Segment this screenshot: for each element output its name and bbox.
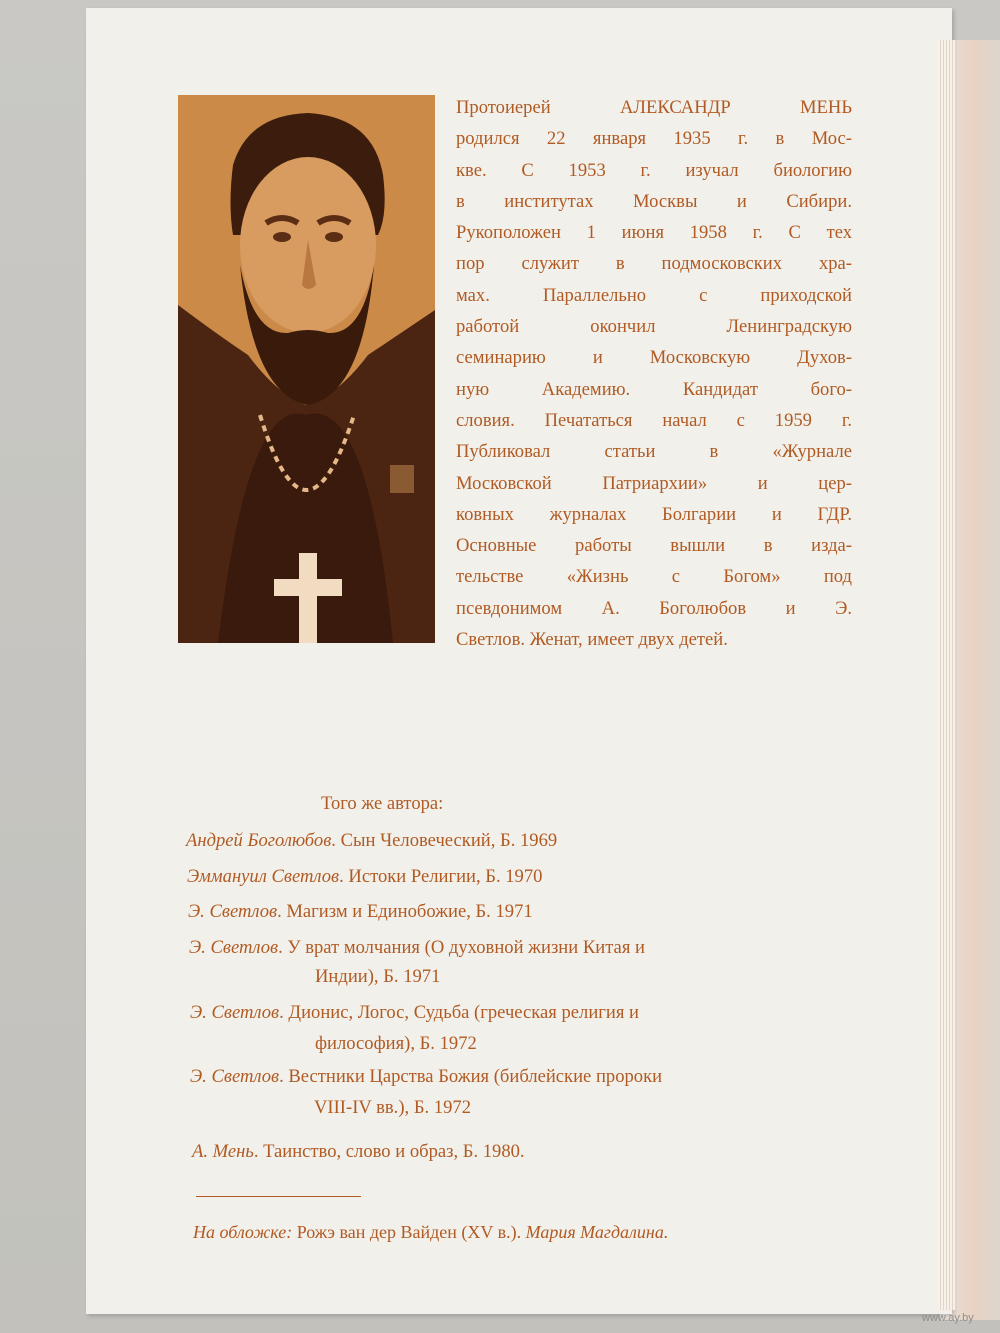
work-author: Эммануил Светлов bbox=[187, 866, 340, 887]
bio-line: мах. Параллельно с приходской bbox=[456, 284, 852, 306]
work-author: Э. Светлов bbox=[190, 1002, 280, 1023]
work-author: Э. Светлов bbox=[189, 937, 279, 958]
same-author-heading: Того же автора: bbox=[321, 793, 444, 814]
bio-line: Светлов. Женат, имеет двух детей. bbox=[456, 629, 728, 651]
bio-line: Основные работы вышли в изда- bbox=[456, 535, 852, 557]
work-entry-continuation: Индии), Б. 1971 bbox=[315, 966, 441, 987]
work-author: Э. Светлов bbox=[188, 901, 278, 922]
author-portrait-photo bbox=[178, 95, 435, 643]
work-title: . Магизм и Единобожие, Б. 1971 bbox=[277, 901, 533, 922]
bio-line: ную Академию. Кандидат бого- bbox=[456, 378, 852, 400]
bio-line: Публиковал статьи в «Журнале bbox=[456, 441, 852, 463]
bio-line: тельстве «Жизнь с Богом» под bbox=[456, 566, 852, 588]
work-title: . У врат молчания (О духовной жизни Китая и bbox=[278, 937, 645, 958]
bio-line: кве. С 1953 г. изучал биологию bbox=[456, 159, 852, 181]
bio-line: работой окончил Ленинградскую bbox=[456, 316, 852, 338]
work-entry bbox=[190, 1066, 662, 1088]
bio-line: словия. Печататься начал с 1959 г. bbox=[456, 409, 852, 431]
work-entry bbox=[187, 866, 542, 888]
bio-line: псевдонимом А. Боголюбов и Э. bbox=[456, 597, 852, 619]
site-watermark: www.ay.by bbox=[922, 1312, 974, 1324]
footnote-divider bbox=[196, 1196, 361, 1197]
bio-line: семинарию и Московскую Духов- bbox=[456, 347, 852, 369]
work-entry-continuation: философия), Б. 1972 bbox=[315, 1033, 477, 1054]
cover-note bbox=[193, 1222, 668, 1243]
cover-note-label: На обложке: bbox=[193, 1222, 293, 1242]
work-entry bbox=[189, 937, 645, 959]
work-entry bbox=[188, 901, 533, 923]
work-title: . Истоки Религии, Б. 1970 bbox=[339, 866, 543, 887]
cover-note-artist: Рожэ ван дер Вайден (XV в.). bbox=[292, 1222, 526, 1242]
work-author: А. Мень bbox=[192, 1141, 254, 1162]
work-author: Э. Светлов bbox=[190, 1066, 280, 1087]
work-title: . Сын Человеческий, Б. 1969 bbox=[331, 830, 558, 851]
work-title: . Таинство, слово и образ, Б. 1980. bbox=[253, 1141, 525, 1162]
work-entry-continuation: VIII-IV вв.), Б. 1972 bbox=[314, 1097, 471, 1118]
cover-note-title: Мария Магдалина. bbox=[525, 1222, 669, 1242]
bio-line: ковных журналах Болгарии и ГДР. bbox=[456, 503, 852, 525]
work-entry bbox=[190, 1002, 639, 1024]
bio-line: в институтах Москвы и Сибири. bbox=[456, 190, 852, 212]
work-title: . Вестники Царства Божия (библейские пророки bbox=[279, 1066, 663, 1087]
bio-line: Протоиерей АЛЕКСАНДР МЕНЬ bbox=[456, 97, 852, 118]
author-biography bbox=[456, 92, 852, 655]
work-entry bbox=[186, 830, 557, 852]
work-title: . Дионис, Логос, Судьба (греческая религия и bbox=[279, 1002, 639, 1023]
bio-line: Рукоположен 1 июня 1958 г. С тех bbox=[456, 222, 852, 244]
book-page-edges bbox=[938, 40, 956, 1310]
work-author: Андрей Боголюбов bbox=[186, 830, 332, 851]
bio-line: родился 22 января 1935 г. в Мос- bbox=[456, 128, 852, 150]
work-entry bbox=[192, 1141, 525, 1163]
bio-line: пор служит в подмосковских хра- bbox=[456, 253, 852, 275]
bio-line: Московской Патриархии» и цер- bbox=[456, 472, 852, 494]
